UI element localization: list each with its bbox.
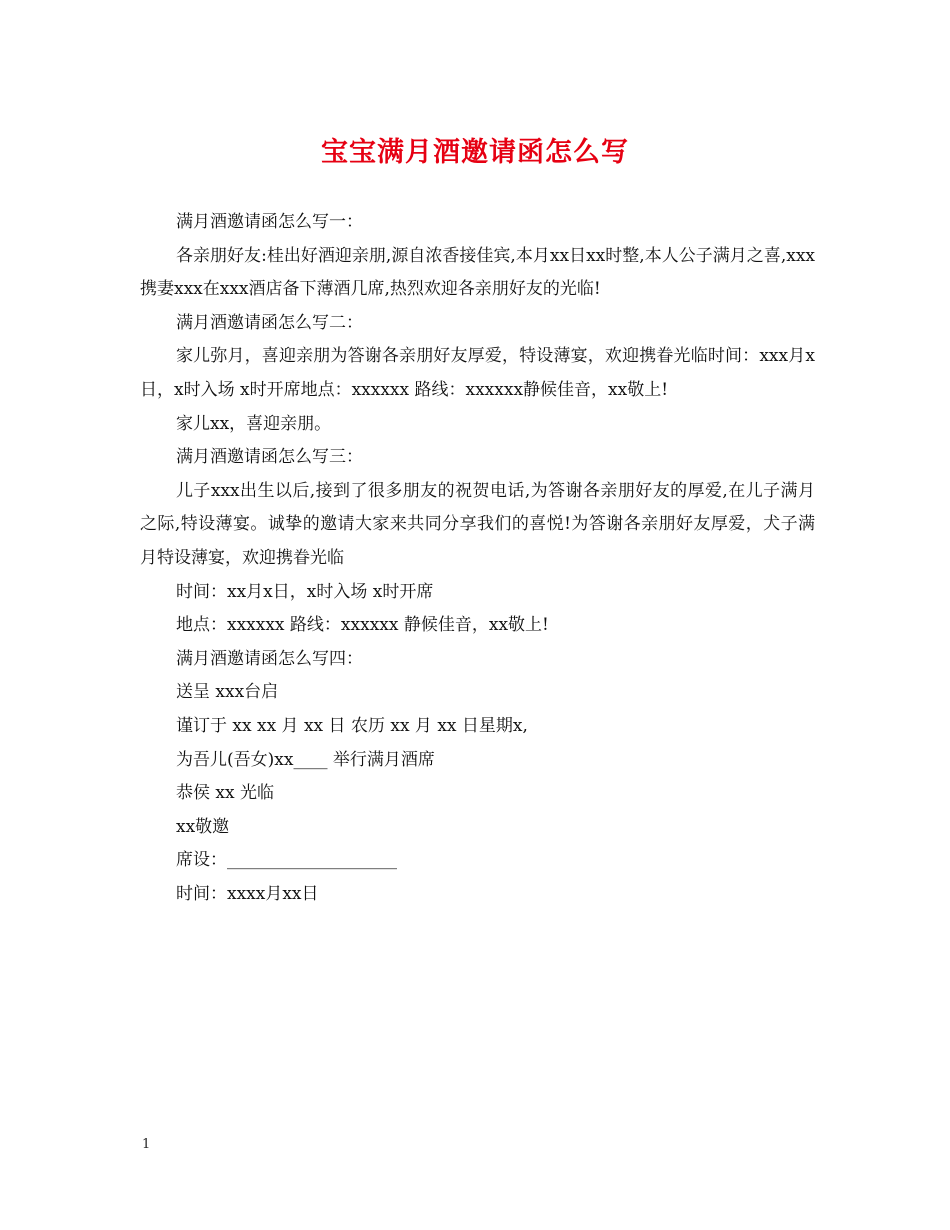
invitation-line: 谨订于 xx xx 月 xx 日 农历 xx 月 xx 日星期x, [176,715,528,736]
section-heading-3: 满月酒邀请函怎么写三： [176,447,363,468]
page-number: 1 [142,1137,151,1152]
invitation-line: 送呈 xxx台启 [176,682,279,703]
venue-line: 席设：____________________ [176,850,397,871]
document-title: 宝宝满月酒邀请函怎么写 [321,137,629,168]
document-body [140,206,815,911]
paragraph: 家儿弥月，喜迎亲朋为答谢各亲朋好友厚爱，特设薄宴，欢迎携眷光临时间：xxx月x日，x时入场 x时开席地点：xxxxxx 路线：xxxxxx静候佳音，xx敬上! [140,346,815,400]
invitation-line: 为吾儿(吾女)xx____ 举行满月酒席 [176,749,435,770]
section-heading-1: 满月酒邀请函怎么写一： [176,212,363,232]
location-line: 地点：xxxxxx 路线：xxxxxx 静候佳音，xx敬上! [176,615,549,636]
time-line: 时间：xx月x日，x时入场 x时开席 [176,581,434,602]
paragraph: 儿子xxx出生以后,接到了很多朋友的祝贺电话,为答谢各亲朋好友的厚爱,在儿子满月之际,特设薄宴。诚挚的邀请大家来共同分享我们的喜悦!为答谢各亲朋好友厚爱，犬子满月特设薄宴，欢迎携眷光临 [140,480,815,568]
paragraph: 各亲朋好友:桂出好酒迎亲朋,源自浓香接佳宾,本月xx日xx时整,本人公子满月之喜,xxx携妻xxx在xxx酒店备下薄酒几席,热烈欢迎各亲朋好友的光临! [140,245,815,300]
invitation-line: 恭侯 xx 光临 [176,783,274,804]
section-heading-2: 满月酒邀请函怎么写二： [176,312,363,333]
date-line: 时间：xxxx月xx日 [176,883,319,904]
section-heading-4: 满月酒邀请函怎么写四： [176,648,363,669]
paragraph: 家儿xx，喜迎亲朋。 [176,413,332,434]
invitation-line: xx敬邀 [176,816,230,837]
